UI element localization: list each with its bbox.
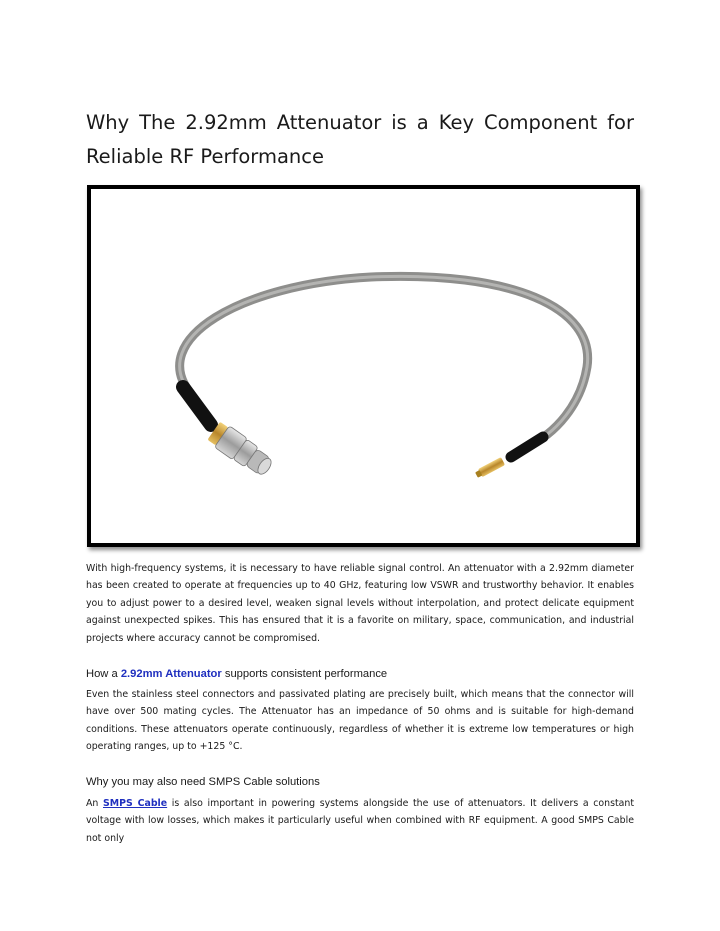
left-connector	[206, 420, 276, 480]
attenuator-link[interactable]: 2.92mm Attenuator	[120, 668, 222, 680]
section-heading-smps: Why you may also need SMPS Cable solutions	[86, 776, 320, 788]
heading-prefix: How a	[86, 668, 121, 680]
right-connector	[474, 457, 505, 479]
cable	[180, 276, 588, 447]
product-image	[87, 185, 640, 547]
page-title: Why The 2.92mm Attenuator is a Key Component for Reliable RF Performance	[86, 111, 634, 168]
heading-suffix: supports consistent performance	[221, 668, 388, 680]
paragraph-attenuator: Even the stainless steel connectors and passivated plating are precisely built, which means that the connector will have over 500 mating cycles. The Attenuator has an impedance of 50 ohms and is suitable for high-demand conditions. These attenuators operate continuously, regardless of whether it is extreme low temperatures or high operating ranges, up to +125 °C.	[86, 689, 634, 753]
paragraph-intro: With high-frequency systems, it is necessary to have reliable signal control. An attenuator with a 2.92mm diameter has been created to operate at frequencies up to 40 GHz, featuring low VSWR and trustworthy behavior. It enables you to adjust power to a desired level, weaken signal levels without interpolation, and protect delicate equipment against unexpected spikes. This has ensured that it is a favorite on military, space, communication, and industrial projects where accuracy cannot be compromised.	[86, 563, 634, 644]
paragraph-suffix: is also important in powering systems alongside the use of attenuators. It delivers a constant voltage with low losses, which makes it particularly useful when combined with RF equipment. A good SMPS Cable not only	[86, 798, 634, 844]
section-heading-attenuator	[86, 667, 634, 681]
left-boot	[183, 387, 211, 425]
paragraph-prefix: An	[86, 798, 103, 809]
smps-cable-link[interactable]: SMPS Cable	[103, 798, 168, 809]
paragraph-smps	[86, 795, 634, 847]
cable-illustration	[91, 189, 636, 543]
right-boot	[511, 437, 543, 457]
